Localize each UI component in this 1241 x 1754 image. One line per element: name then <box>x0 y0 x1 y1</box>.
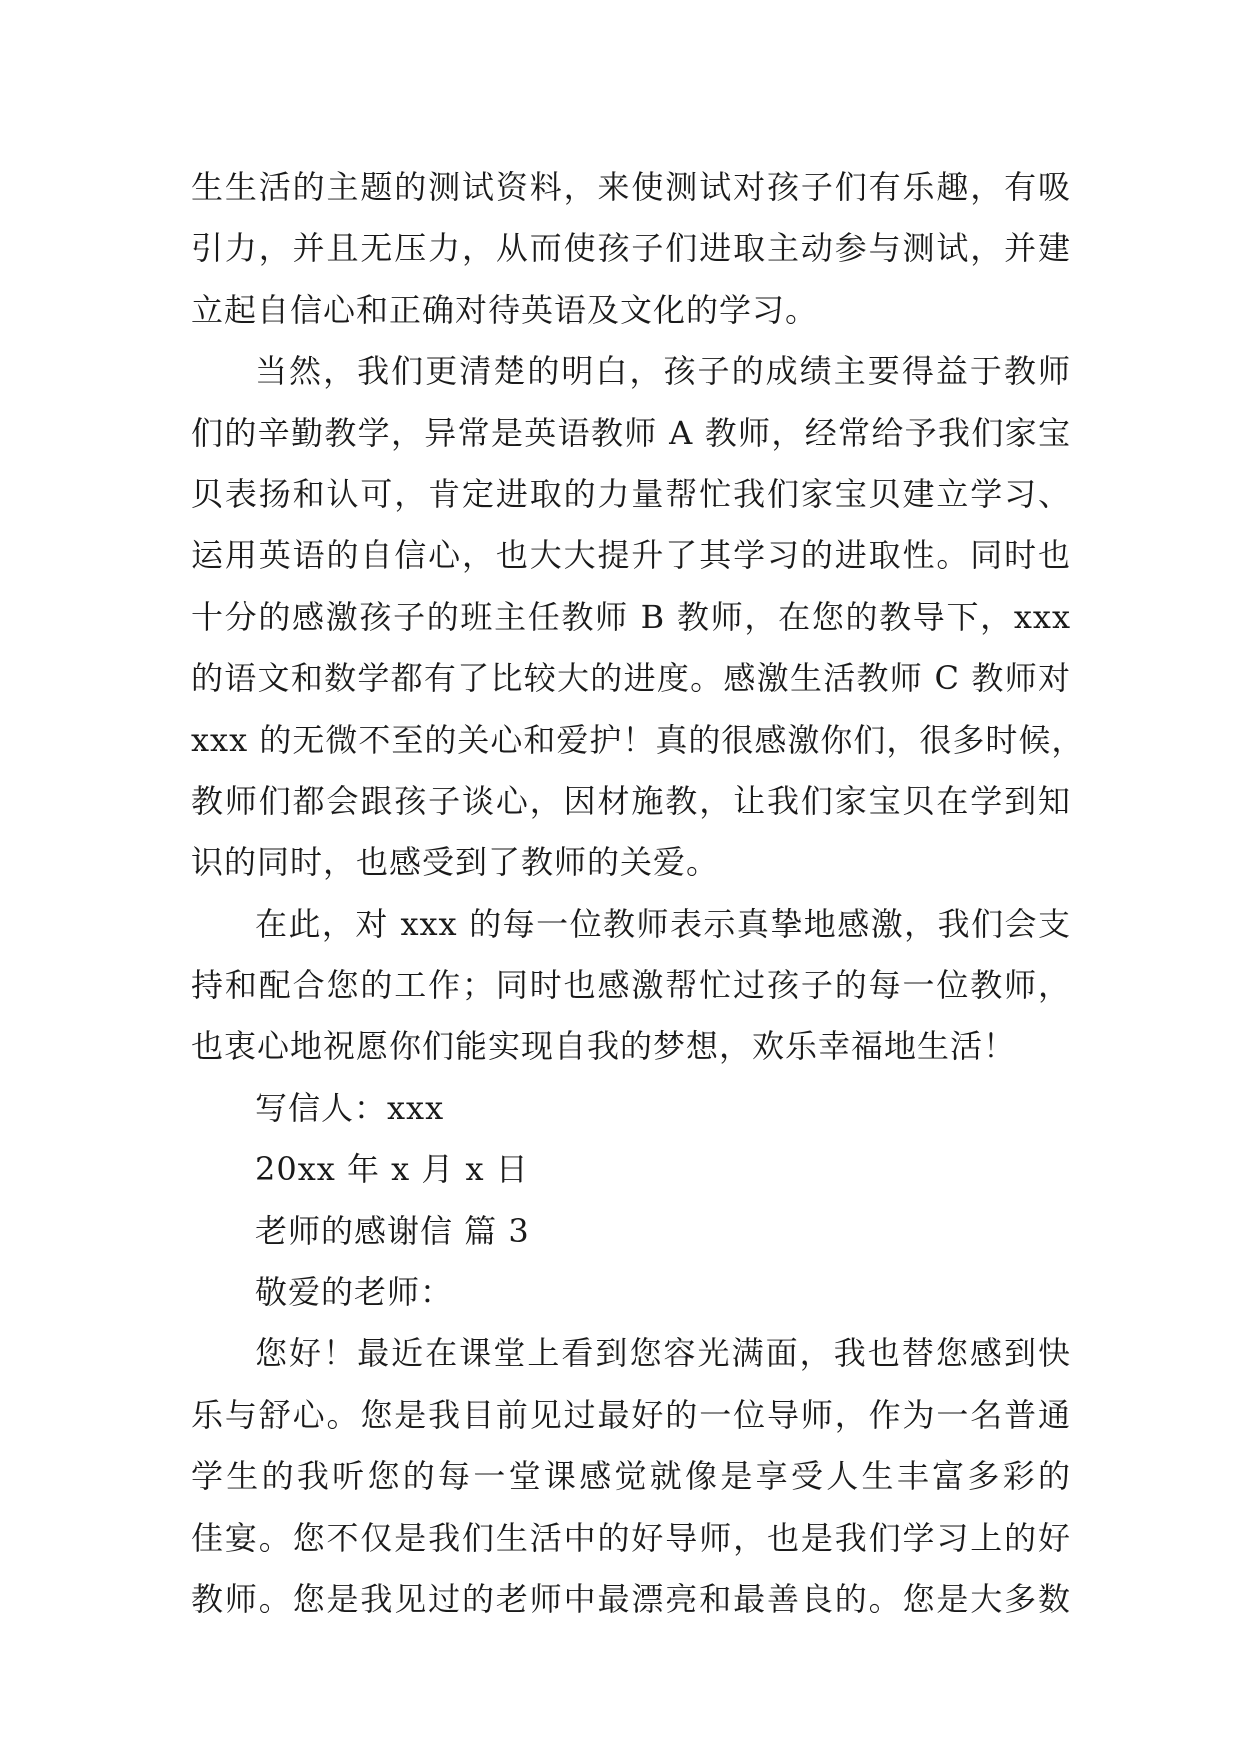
text-line-21: 乐与舒心。您是我目前见过最好的一位导师，作为一名普通 <box>191 1395 1071 1434</box>
text-line-13: 在此，对 xxx 的每一位教师表示真挚地感激，我们会支 <box>255 904 1071 943</box>
signature-line: 写信人：xxx <box>255 1088 445 1127</box>
text-line-23: 佳宴。您不仅是我们生活中的好导师，也是我们学习上的好 <box>191 1518 1071 1557</box>
text-line-9: 的语文和数学都有了比较大的进度。感激生活教师 C 教师对 <box>191 659 1071 698</box>
text-line-20: 您好！最近在课堂上看到您容光满面，我也替您感到快 <box>255 1334 1071 1373</box>
salutation-line: 敬爱的老师： <box>255 1273 454 1312</box>
text-line-6: 贝表扬和认可，肯定进取的力量帮忙我们家宝贝建立学习、 <box>191 474 1071 513</box>
text-line-5: 们的辛勤教学，异常是英语教师 A 教师，经常给予我们家宝 <box>191 413 1071 452</box>
section-heading: 老师的感谢信 篇 3 <box>255 1211 530 1250</box>
text-line-10: xxx 的无微不至的关心和爱护！真的很感激你们，很多时候， <box>191 720 1085 759</box>
text-line-24: 教师。您是我见过的老师中最漂亮和最善良的。您是大多数 <box>191 1579 1071 1618</box>
text-line-12: 识的同时，也感受到了教师的关爱。 <box>191 843 720 882</box>
date-line: 20xx 年 x 月 x 日 <box>255 1150 529 1189</box>
letter-body <box>191 157 1085 1630</box>
text-line-4: 当然，我们更清楚的明白，孩子的成绩主要得益于教师 <box>255 352 1071 391</box>
text-line-7: 运用英语的自信心，也大大提升了其学习的进取性。同时也 <box>191 536 1071 575</box>
text-line-22: 学生的我听您的每一堂课感觉就像是享受人生丰富多彩的 <box>191 1457 1071 1496</box>
text-line-8: 十分的感激孩子的班主任教师 B 教师，在您的教导下，xxx <box>191 597 1071 636</box>
text-line-11: 教师们都会跟孩子谈心，因材施教，让我们家宝贝在学到知 <box>191 781 1071 820</box>
text-line-1: 生生活的主题的测试资料，来使测试对孩子们有乐趣，有吸 <box>191 168 1071 206</box>
text-line-3: 立起自信心和正确对待英语及文化的学习。 <box>191 290 819 329</box>
text-line-2: 引力，并且无压力，从而使孩子们进取主动参与测试，并建 <box>191 229 1071 268</box>
text-line-15: 也衷心地祝愿你们能实现自我的梦想，欢乐幸福地生活！ <box>191 1027 1017 1066</box>
text-line-14: 持和配合您的工作；同时也感激帮忙过孩子的每一位教师， <box>191 966 1071 1005</box>
